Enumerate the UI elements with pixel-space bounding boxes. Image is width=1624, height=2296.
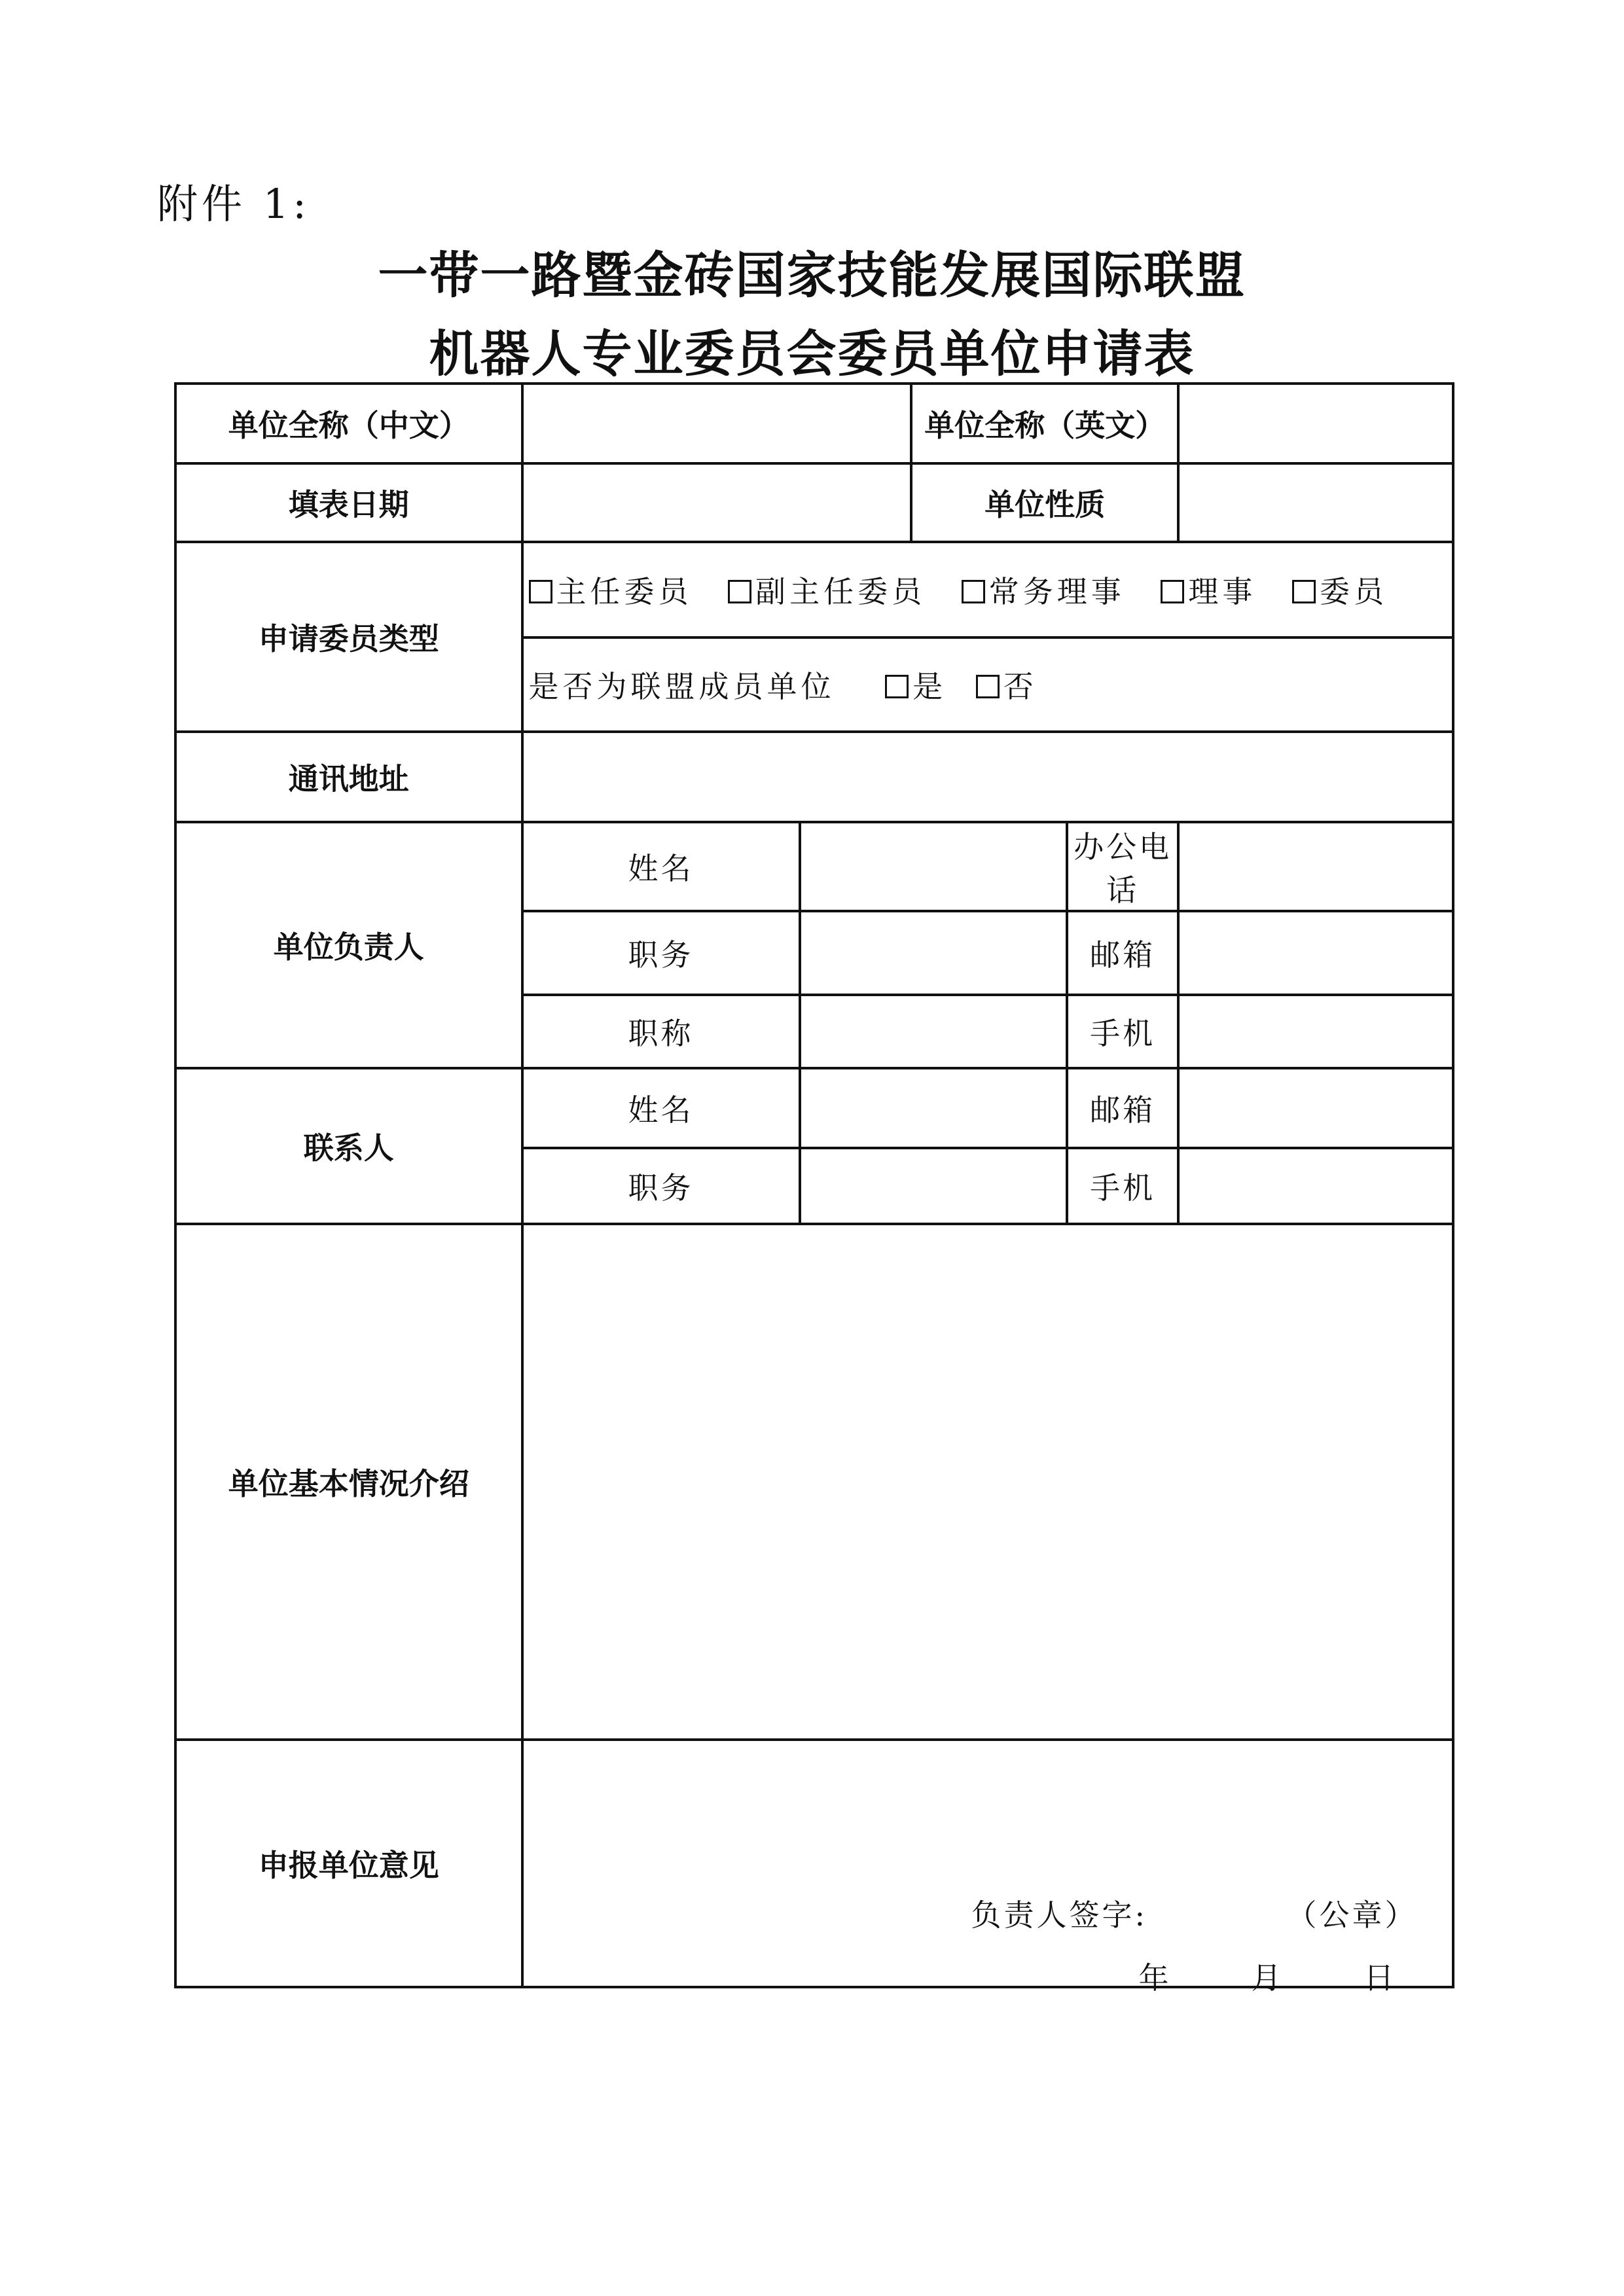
leader-name-label: 姓名 — [522, 822, 800, 911]
contact-name-field[interactable] — [800, 1068, 1067, 1148]
contact-position-field[interactable] — [800, 1148, 1067, 1224]
contact-email-label: 邮箱 — [1067, 1068, 1179, 1148]
leader-email-label: 邮箱 — [1067, 911, 1179, 995]
leader-label: 单位负责人 — [175, 822, 522, 1068]
checkbox-icon[interactable] — [529, 580, 552, 603]
contact-position-label: 职务 — [522, 1148, 800, 1224]
opinion-label: 申报单位意见 — [175, 1740, 522, 1987]
unit-name-en-label: 单位全称（英文） — [911, 384, 1178, 463]
attachment-label: 附件 1: — [157, 180, 311, 228]
contact-name-label: 姓名 — [522, 1068, 800, 1148]
leader-title-label: 职称 — [522, 995, 800, 1068]
row-date-nature — [175, 463, 1453, 542]
leader-office-phone-field[interactable] — [1178, 822, 1453, 911]
row-intro — [175, 1224, 1453, 1740]
alliance-member-options — [522, 637, 1454, 732]
member-type-label: 申请委员类型 — [175, 542, 522, 732]
leader-title-field[interactable] — [800, 995, 1067, 1068]
row-address — [175, 732, 1453, 822]
unit-name-en-field[interactable] — [1178, 384, 1453, 463]
checkbox-icon[interactable] — [976, 675, 1000, 698]
row-unit-name — [175, 384, 1453, 463]
leader-position-field[interactable] — [800, 911, 1067, 995]
contact-mobile-label: 手机 — [1067, 1148, 1179, 1224]
unit-name-cn-label: 单位全称（中文） — [175, 384, 522, 463]
intro-field[interactable] — [522, 1224, 1454, 1740]
contact-email-field[interactable] — [1178, 1068, 1453, 1148]
option-no[interactable]: 否 — [976, 669, 1038, 704]
row-leader-name — [175, 822, 1453, 911]
opinion-field[interactable] — [522, 1740, 1454, 1996]
option-member[interactable]: 委员 — [1292, 574, 1388, 609]
unit-nature-field[interactable] — [1178, 463, 1453, 542]
contact-mobile-field[interactable] — [1178, 1148, 1453, 1224]
intro-label: 单位基本情况介绍 — [175, 1224, 522, 1740]
year-label: 年 — [1138, 1960, 1169, 1996]
day-label: 日 — [1363, 1960, 1394, 1996]
seal-label: （公章） — [1286, 1897, 1418, 1933]
leader-mobile-field[interactable] — [1178, 995, 1453, 1068]
leader-office-phone-label: 办公电话 — [1067, 822, 1179, 911]
form-title-line1: 一带一路暨金砖国家技能发展国际联盟 — [378, 246, 1246, 304]
checkbox-icon[interactable] — [1161, 580, 1184, 603]
checkbox-icon[interactable] — [728, 580, 751, 603]
month-label: 月 — [1251, 1960, 1282, 1996]
checkbox-icon[interactable] — [1292, 580, 1316, 603]
checkbox-icon[interactable] — [962, 580, 985, 603]
option-executive-council[interactable]: 常务理事 — [962, 574, 1125, 609]
unit-nature-label: 单位性质 — [911, 463, 1178, 542]
fill-date-label: 填表日期 — [175, 463, 522, 542]
checkbox-icon[interactable] — [885, 675, 909, 698]
option-director[interactable]: 主任委员 — [529, 574, 693, 609]
row-opinion — [175, 1740, 1453, 1987]
leader-position-label: 职务 — [522, 911, 800, 995]
option-deputy-director[interactable]: 副主任委员 — [728, 574, 926, 609]
option-yes[interactable]: 是 — [885, 669, 947, 704]
leader-email-field[interactable] — [1178, 911, 1453, 995]
member-type-options — [522, 542, 1454, 637]
leader-name-field[interactable] — [800, 822, 1067, 911]
leader-mobile-label: 手机 — [1067, 995, 1179, 1068]
address-field[interactable] — [522, 732, 1454, 822]
date-line — [1139, 1954, 1394, 1998]
fill-date-field[interactable] — [522, 463, 912, 542]
signature-label: 负责人签字: — [971, 1897, 1147, 1933]
address-label: 通讯地址 — [175, 732, 522, 822]
alliance-member-question: 是否为联盟成员单位 — [528, 669, 835, 704]
unit-name-cn-field[interactable] — [522, 384, 912, 463]
contact-label: 联系人 — [175, 1068, 522, 1224]
application-form-table — [174, 382, 1454, 1996]
row-contact-name — [175, 1068, 1453, 1148]
option-council[interactable]: 理事 — [1161, 574, 1256, 609]
form-title-line2: 机器人专业委员会委员单位申请表 — [429, 325, 1195, 383]
row-member-type — [175, 542, 1453, 637]
